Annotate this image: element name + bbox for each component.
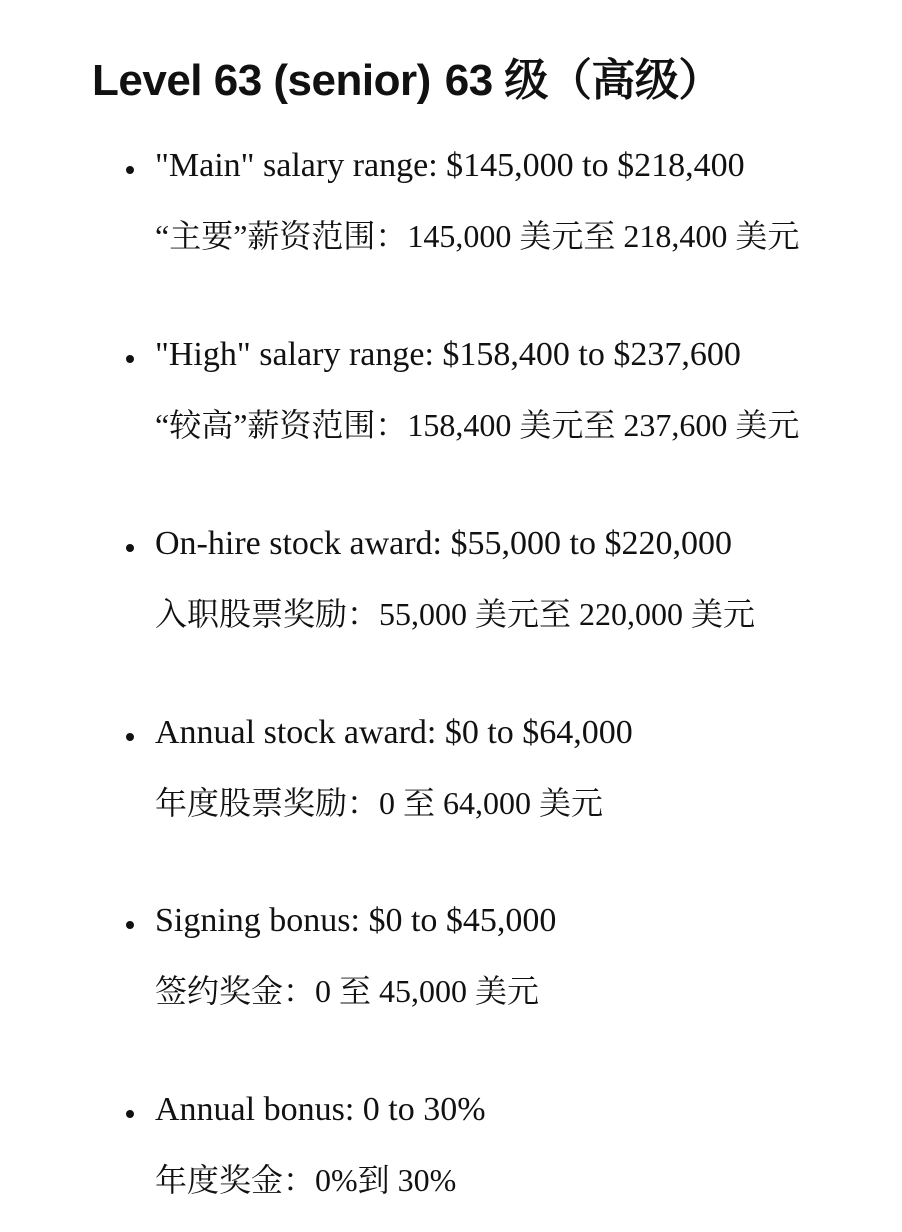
item-english-text: "Main" salary range: $145,000 to $218,400 [155, 147, 745, 184]
bullet-icon [126, 733, 134, 741]
item-chinese-text: “较高”薪资范围：158,400 美元至 237,600 美元 [155, 407, 800, 443]
item-english-text: On-hire stock award: $55,000 to $220,000 [155, 525, 732, 562]
page-title-chinese: 63 级（高级） [444, 56, 722, 105]
item-english-text: Annual bonus: 0 to 30% [155, 1091, 486, 1128]
item-chinese-text: 年度奖金：0%到 30% [155, 1162, 457, 1198]
list-item-main-salary-range [0, 144, 902, 264]
bullet-icon [126, 1110, 134, 1118]
item-chinese-text: 签约奖金：0 至 45,000 美元 [155, 973, 540, 1009]
item-english-text: Signing bonus: $0 to $45,000 [155, 902, 557, 939]
item-chinese-text: 入职股票奖励：55,000 美元至 220,000 美元 [155, 596, 756, 632]
list-item-signing-bonus [0, 899, 902, 1019]
item-english-text: Annual stock award: $0 to $64,000 [155, 714, 633, 751]
page-title [92, 52, 722, 110]
bullet-icon [126, 544, 134, 552]
item-chinese-text: “主要”薪资范围：145,000 美元至 218,400 美元 [155, 218, 800, 254]
list-item-annual-bonus [0, 1088, 902, 1208]
item-chinese-text: 年度股票奖励：0 至 64,000 美元 [155, 785, 604, 821]
item-english-text: "High" salary range: $158,400 to $237,600 [155, 336, 741, 373]
bullet-icon [126, 921, 134, 929]
page-title-english: Level 63 (senior) [92, 56, 431, 105]
list-item-annual-stock-award [0, 711, 902, 831]
bullet-icon [126, 355, 134, 363]
list-item-on-hire-stock-award [0, 522, 902, 642]
bullet-icon [126, 166, 134, 174]
list-item-high-salary-range [0, 333, 902, 453]
